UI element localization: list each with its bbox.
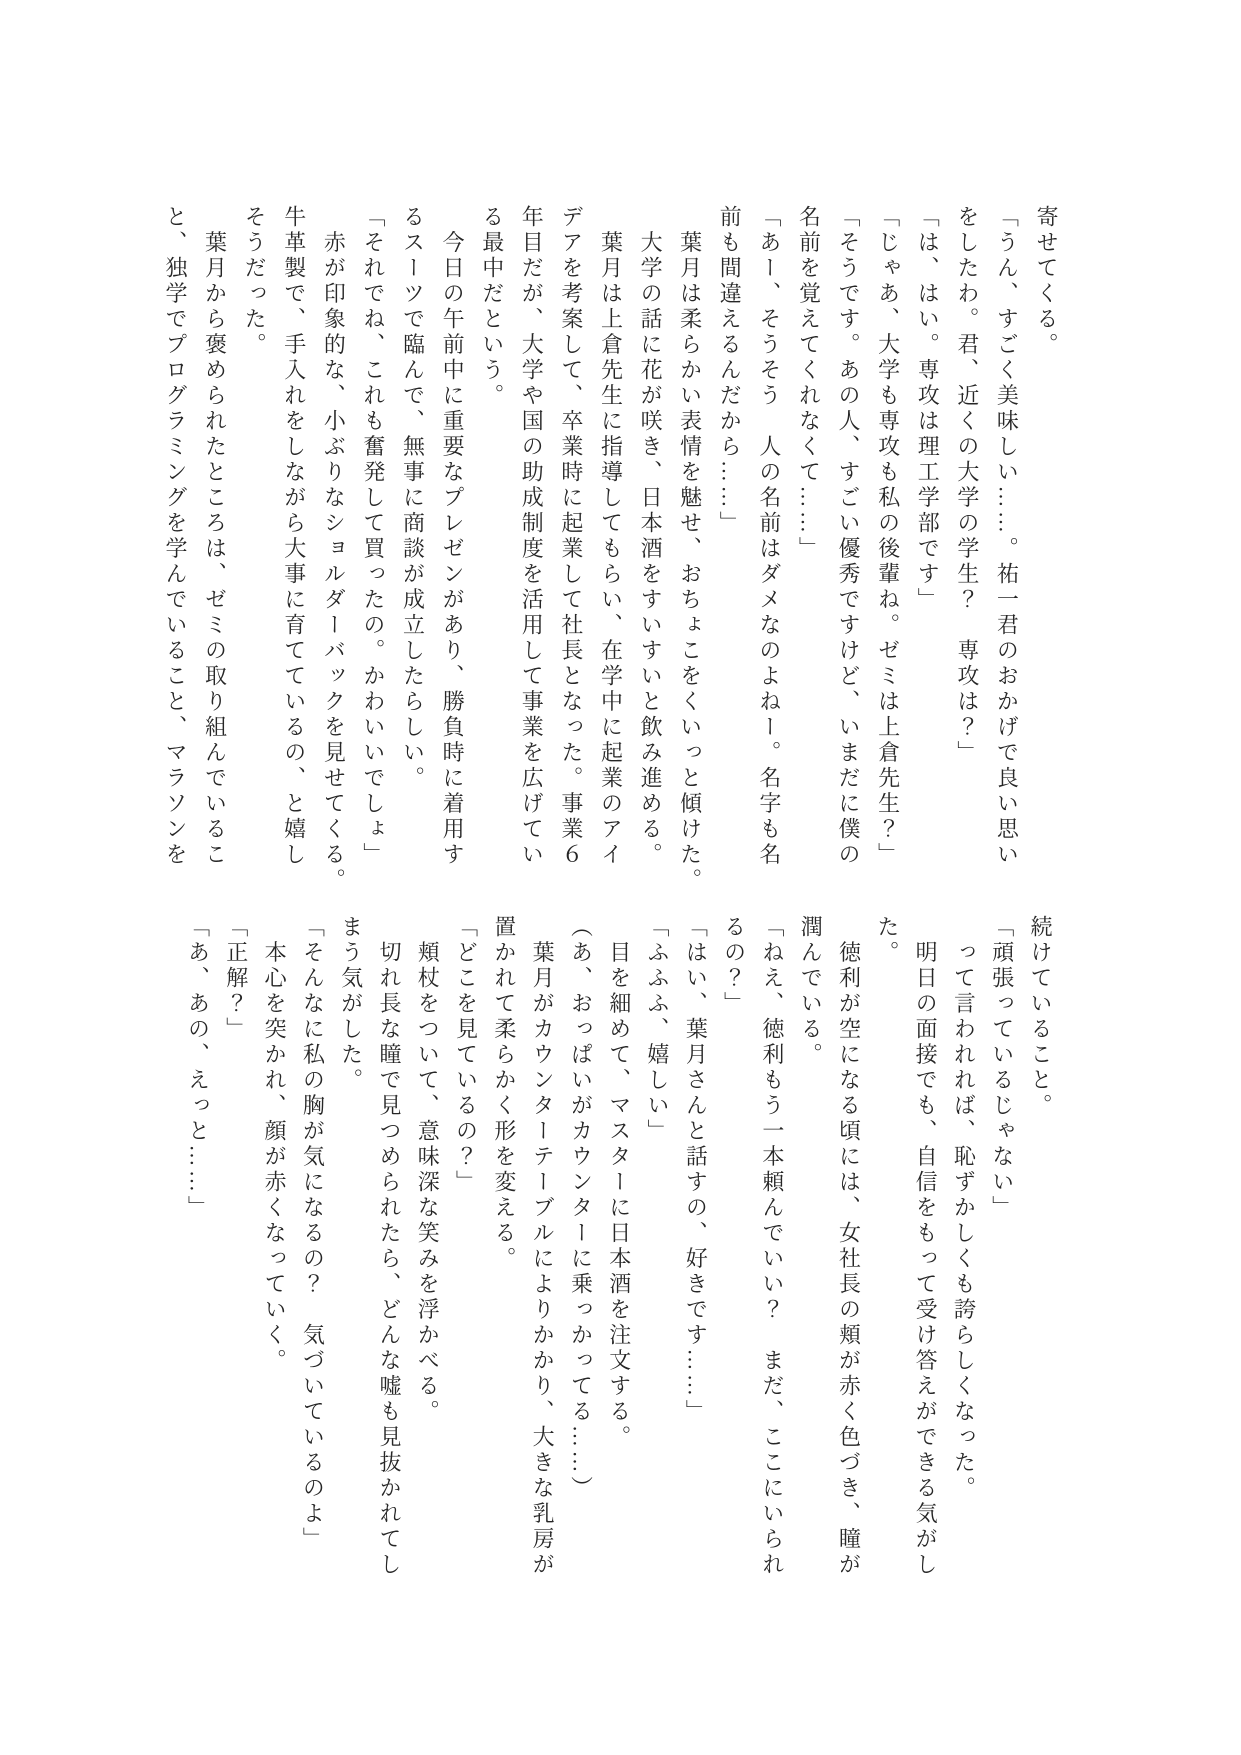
text-column: 赤が印象的な、小ぶりなショルダーバックを見せてくる。 xyxy=(321,205,347,894)
text-column: 「はい、葉月さんと話すの、好きです……」 xyxy=(683,915,709,1425)
text-column: 徳利が空になる頃には、女社長の頬が赤く色づき、瞳が xyxy=(836,915,862,1578)
text-column: 「それでね、これも奮発して買ったの。かわいいでしょ」 xyxy=(360,205,386,868)
text-column: 潤んでいる。 xyxy=(798,915,824,1068)
text-column: 切れ長な瞳で見つめられたら、どんな嘘も見抜かれてし xyxy=(376,915,402,1578)
text-column: 目を細めて、マスターに日本酒を注文する。 xyxy=(606,915,632,1451)
text-column: と、独学でプログラミングを学んでいること、マラソンを xyxy=(162,205,188,868)
text-column: 名前を覚えてくれなくて……」 xyxy=(796,205,822,562)
text-column: 「頑張っているじゃない」 xyxy=(989,915,1015,1221)
text-column: 「ねえ、徳利もう一本頼んでいい？ まだ、ここにいられ xyxy=(759,915,785,1578)
text-column: 本心を突かれ、顔が赤くなっていく。 xyxy=(262,915,288,1374)
text-column: 「は、はい。専攻は理工学部です」 xyxy=(915,205,941,613)
text-column: 「そうです。あの人、すごい優秀ですけど、いまだに僕の xyxy=(836,205,862,868)
text-column: まう気がした。 xyxy=(338,915,364,1094)
text-column: をしたわ。君、近くの大学の学生？ 専攻は？」 xyxy=(954,205,980,766)
text-column: 「そんなに私の胸が気になるの？ 気づいているのよ」 xyxy=(300,915,326,1553)
text-column: 寄せてくる。 xyxy=(1034,205,1059,358)
text-column: 年目だが、大学や国の助成制度を活用して事業を広げてい xyxy=(519,205,545,868)
text-column: 「うん、すごく美味しい……。祐一君のおかげで良い思い xyxy=(994,205,1020,868)
novel-page-upper xyxy=(155,205,1066,894)
text-column: 「あー、そうそう 人の名前はダメなのよねー。名字も名 xyxy=(756,205,782,868)
text-column: 頬杖をついて、意味深な笑みを浮かべる。 xyxy=(415,915,441,1425)
novel-page-lower xyxy=(178,915,1059,1580)
text-column: 牛革製で、手入れをしながら大事に育てているの、と嬉し xyxy=(281,205,307,868)
text-column: 「ふふふ、嬉しい」 xyxy=(645,915,671,1145)
text-column: 続けていること。 xyxy=(1028,915,1053,1119)
text-column: 葉月がカウンターテーブルによりかかり、大きな乳房が xyxy=(530,915,556,1578)
text-column: 「どこを見ているの？」 xyxy=(453,915,479,1196)
text-column: る最中だという。 xyxy=(479,205,505,409)
text-column: 前も間違えるんだから……」 xyxy=(717,205,743,537)
text-column: 明日の面接でも、自信をもって受け答えができる気がし xyxy=(913,915,939,1578)
text-column: 葉月は上倉先生に指導してもらい、在学中に起業のアイ xyxy=(598,205,624,868)
text-column: デアを考案して、卒業時に起業して社長となった。事業６ xyxy=(558,205,584,868)
text-column: 「じゃあ、大学も専攻も私の後輩ね。ゼミは上倉先生？」 xyxy=(875,205,901,868)
text-column: 葉月から褒められたところは、ゼミの取り組んでいるこ xyxy=(202,205,228,868)
text-column: るの？」 xyxy=(721,915,747,1017)
text-column: そうだった。 xyxy=(242,205,268,358)
text-column: 大学の話に花が咲き、日本酒をすいすいと飲み進める。 xyxy=(638,205,664,868)
text-column: た。 xyxy=(874,915,900,966)
text-column: 「あ、あの、えっと……」 xyxy=(185,915,211,1221)
text-column: 今日の午前中に重要なプレゼンがあり、勝負時に着用す xyxy=(440,205,466,868)
text-column: 置かれて柔らかく形を変える。 xyxy=(491,915,517,1272)
text-column: 「正解？」 xyxy=(223,915,249,1043)
text-column: 葉月は柔らかい表情を魅せ、おちょこをくいっと傾けた。 xyxy=(677,205,703,894)
text-column: （あ、おっぱいがカウンターに乗っかってる……） xyxy=(568,915,594,1502)
text-column: るスーツで臨んで、無事に商談が成立したらしい。 xyxy=(400,205,426,792)
text-column: って言われれば、恥ずかしくも誇らしくなった。 xyxy=(951,915,977,1502)
